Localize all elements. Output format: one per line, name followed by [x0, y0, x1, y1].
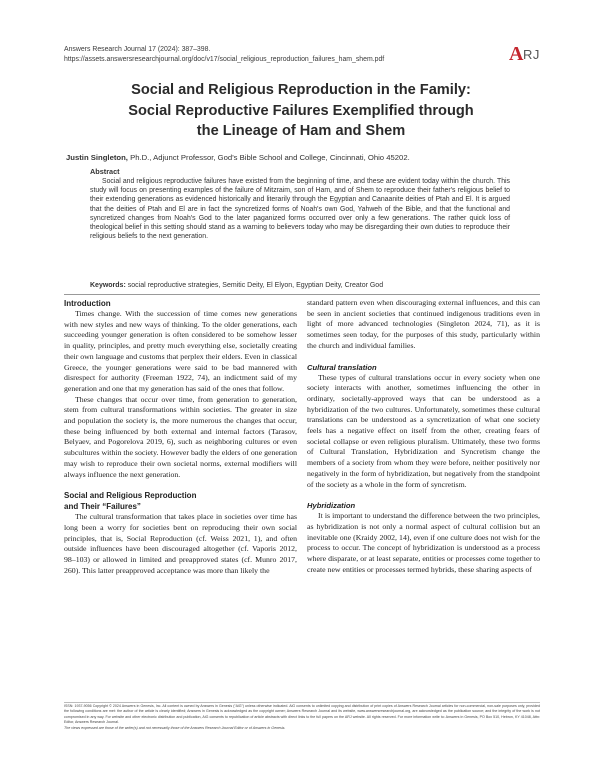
introduction-heading: Introduction	[64, 299, 111, 308]
srr-heading-line-1: Social and Religious Reproduction	[64, 491, 197, 501]
author-name: Justin Singleton,	[66, 153, 128, 162]
journal-header	[64, 45, 494, 64]
disclaimer-note: The views expressed are those of the writer(s) and not necessarily those of the Answers Research Journal Editor or of Answers in Genesis.	[64, 725, 286, 730]
copyright-text: ISSN: 1937-9056 Copyright © 2024 Answers in Genesis, Inc. All content is owned by Answers in Genesis (“AiG”) unless otherwise indicated. AiG consents to unlimited copying and distribution of print copies of Answers Research Journal articles for non-commercial, non-sale purposes only, provided the following conditions are met: the author of the article is clearly identified; Answers in Genesis is acknowledged as the copyright owner; Answers Research Journal and its website, www.answersresearchjournal.org, are acknowledged as the publication source; and the integrity of the work is not compromised in any way. For website and other electronic distribution and publication, AiG consents to republication of article abstracts with direct links to the full papers on the ARJ website. All rights reserved. For more information write to: Answers in Genesis, PO Box 510, Hebron, KY 41048, Attn: Editor, Answers Research Journal.	[64, 704, 540, 725]
right-column	[307, 298, 540, 575]
logo-mark: A	[509, 43, 524, 65]
title-line-2: Social Reproductive Failures Exemplified through	[128, 102, 474, 119]
continued-paragraph: standard pattern even when discouraging external influences, and this can be seen in ancient societies that continued indigenous traditions even in light of more advanced technologies (Singleton 2024, 71), as it is sometimes seen today, for the purposes of this study, particularly within the church and individual families.	[307, 298, 540, 350]
hybridization-paragraph: It is important to understand the difference between the two principles, as hybridization is not only a normal aspect of cultural collision but an inevitable one (Kraidy 2002, 14), even if one culture does not wish for the process to occur. The concept of hybridization is understood as a process where disparate, or at least separate, entities or processes come together to create new entities or processes termed hybrids, these sharing aspects of	[307, 511, 540, 574]
abstract-heading: Abstract	[90, 167, 120, 176]
srr-heading-line-2: and Their “Failures”	[64, 502, 141, 512]
abstract-text: Social and religious reproductive failures have existed from the beginning of time, and these are evident today within the church. This study will focus on presenting examples of the failure of Mitzraim, son of Ham, and of Shem to reproduce their father's religious belief to their extending generations as evidenced historically and literarily through the Egyptian and Canaanite deities of Ptah and El. It is argued that the deities of Ptah and El are in fact the syncretized forms of Noah's own God, Yahweh of the Bible, and that the functional and syncretized changes from Noah's God to the later paganized forms occurred over only a few generations. The rather quick loss of theological belief in this setting should stand as a warning to believers today who may be disregarding their own duties to reproduce their religious beliefs to the next generation.	[90, 178, 510, 241]
article-title	[66, 80, 536, 142]
left-column	[64, 298, 297, 576]
arj-logo	[509, 44, 543, 66]
author-byline	[66, 152, 536, 163]
logo-text: RJ	[523, 47, 540, 62]
section-gap	[307, 352, 540, 362]
author-affiliation: Ph.D., Adjunct Professor, God's Bible School and College, Cincinnati, Ohio 45202.	[127, 153, 410, 162]
keywords-line	[90, 281, 530, 291]
section-gap	[307, 490, 540, 500]
intro-paragraph-1: Times change. With the succession of time comes new generations with new styles and new ways of thinking. To the older generations, each succeeding younger generation is often considered to be somehow lesser in quality, principles, and pretty much everything else, societally creating their own language and customs that perplex their elders. Even in classical Greece, the younger generations were said to be bad mannered with disrespect for authority (Freeman 1922, 74), an indictment said of my generation and one that my generation has said of the ones that follow.	[64, 309, 297, 393]
journal-citation: Answers Research Journal 17 (2024): 387–398.	[64, 46, 211, 53]
section-gap	[64, 480, 297, 490]
keywords-text: social reproductive strategies, Semitic Deity, El Elyon, Egyptian Deity, Creator God	[125, 282, 384, 289]
footer-divider	[64, 702, 540, 703]
srr-paragraph-1: The cultural transformation that takes place in societies over time has long been a worry for societies bent on reproducing their own social principles, that is, Social Reproduction (cf. Weiss 2021, 1), and often outside influences have been discouraged altogether (cf. Vaporis 2012, 98–103) or allowed in limited and preapproved states (cf. Munro 2017, 260). This latter preapproved acceptance was more than likely the	[64, 512, 297, 575]
article-url[interactable]: https://assets.answersresearchjournal.org/doc/v17/social_religious_reproduction_failures_ham_shem.pdf	[64, 55, 385, 63]
abstract-section	[90, 167, 510, 241]
cultural-translation-heading: Cultural translation	[307, 362, 377, 372]
title-line-3: the Lineage of Ham and Shem	[196, 123, 406, 139]
hybridization-heading: Hybridization	[307, 501, 356, 511]
intro-paragraph-2: These changes that occur over time, from generation to generation, stem from cultural transformations within societies. The greater in size and population the society is, the more numerous the changes that occur, these being influenced by both external and internal factors (Tarasov, Belyaev, and Pogorelova 2019, 6), such as neighboring cultures or even subcultures within the society. However badly the elders of one generation may wish to reproduce their own societal norms, external modifiers will always influence the next generation.	[64, 394, 297, 479]
cultural-translation-paragraph: These types of cultural translations occur in every society when one society interacts with another, sometimes influencing the other in ordinary, societally-approved ways that can be understood as a hybridization of the two cultures. Unfortunately, sometimes these cultural translations can be understood as a syncretization of what one society feels has a negative effect on itself from the other, creating fears of societal collapse or even religious pluralism. Ultimately, these two forms of Cultural Translation, Hybridization and Syncretism change the members of a society from whom they were before, neither positively nor negatively in the form of hybridization, but negatively from the standpoint of the society as a whole in the form of syncretism.	[307, 372, 540, 489]
title-line-1: Social and Religious Reproduction in the Family:	[131, 82, 471, 98]
header-divider	[64, 294, 540, 295]
keywords-label: Keywords:	[90, 282, 126, 289]
copyright-footer	[64, 704, 540, 731]
